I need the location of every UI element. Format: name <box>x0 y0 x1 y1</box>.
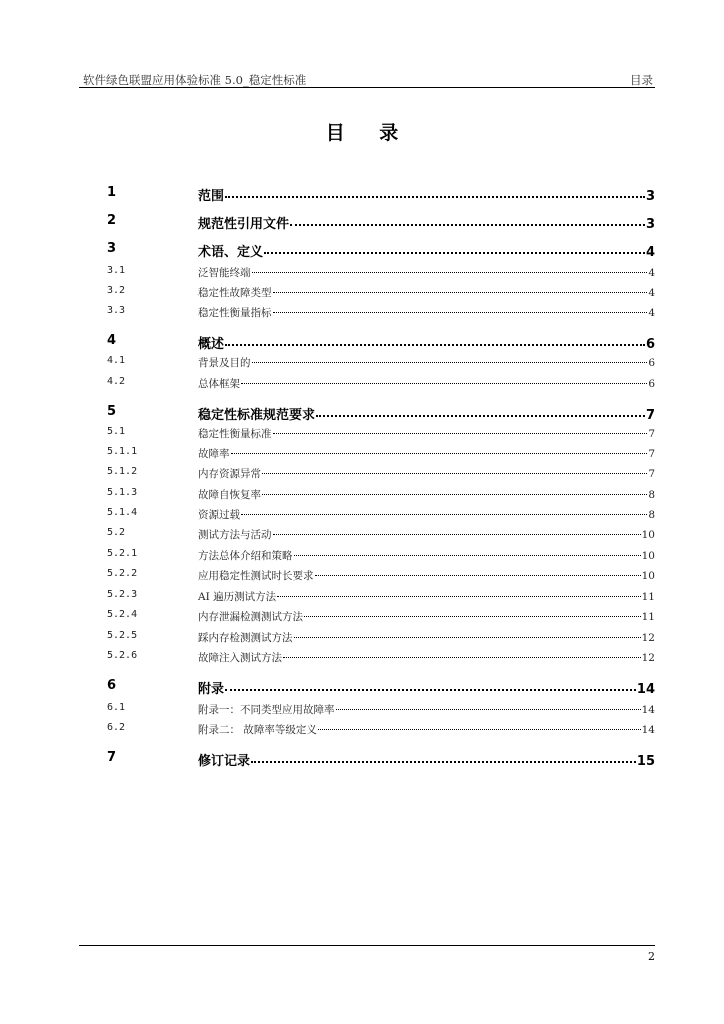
toc-entry-title: 故障自恢复率 <box>198 489 261 501</box>
toc-entry-line <box>198 678 655 697</box>
toc-entry-page: 7 <box>648 468 655 480</box>
toc-entry-line <box>198 650 655 665</box>
toc-entry-title: 测试方法与活动 <box>198 529 272 541</box>
toc-entry-number: 3 <box>107 241 117 256</box>
toc-entry-title: 概述 <box>198 337 225 352</box>
toc-dot-leader <box>273 312 648 313</box>
page-header <box>79 72 655 88</box>
toc-entry-number: 6.1 <box>107 702 126 713</box>
toc-entry-line <box>198 609 655 624</box>
toc-entry-number: 6 <box>107 678 117 693</box>
toc-entry-line <box>198 404 655 423</box>
page-title: 目 录 <box>325 122 413 144</box>
toc-entry[interactable] <box>0 466 724 484</box>
toc-entry-line <box>198 507 655 522</box>
toc-entry-page: 6 <box>645 337 655 352</box>
toc-entry-page: 8 <box>648 489 655 501</box>
toc-entry[interactable] <box>0 507 724 525</box>
toc-entry[interactable] <box>0 722 724 740</box>
toc-entry[interactable] <box>0 678 724 696</box>
toc-entry-line <box>198 285 655 300</box>
toc-entry-line <box>198 527 655 542</box>
toc-entry-line <box>198 333 655 352</box>
toc-entry-number: 4.2 <box>107 376 126 387</box>
toc-entry-title: 稳定性标准规范要求 <box>198 408 316 423</box>
toc-dot-leader <box>262 473 647 474</box>
toc-entry-number: 5.1.4 <box>107 507 138 518</box>
toc-entry-line <box>198 446 655 461</box>
toc-entry[interactable] <box>0 527 724 545</box>
toc-entry[interactable] <box>0 185 724 203</box>
toc-entry-title: 修订记录 <box>198 754 251 769</box>
toc-dot-leader <box>273 292 648 293</box>
toc-entry[interactable] <box>0 487 724 505</box>
toc-entry-title: 背景及目的 <box>198 357 251 369</box>
footer-rule <box>79 945 655 946</box>
toc-entry-page: 4 <box>648 307 655 319</box>
toc-entry-line <box>198 722 655 737</box>
toc-entry-title: 总体框架 <box>198 378 240 390</box>
toc-entry-page: 14 <box>636 682 655 697</box>
toc-entry-title: 附录二： 故障率等级定义 <box>198 724 317 736</box>
toc-entry[interactable] <box>0 568 724 586</box>
toc-entry-title: 方法总体介绍和策略 <box>198 550 293 562</box>
toc-dot-leader <box>225 689 636 691</box>
toc-entry-line <box>198 185 655 204</box>
toc-entry-page: 4 <box>648 287 655 299</box>
toc-dot-leader <box>336 709 641 710</box>
toc-entry-page: 12 <box>641 632 655 644</box>
toc-entry-page: 14 <box>641 724 655 736</box>
toc-entry[interactable] <box>0 589 724 607</box>
toc-dot-leader <box>277 596 641 597</box>
toc-entry-number: 5.2 <box>107 527 126 538</box>
toc-dot-leader <box>273 534 641 535</box>
toc-entry[interactable] <box>0 750 724 768</box>
toc-entry-title: 踩内存检测测试方法 <box>198 632 293 644</box>
toc-entry-number: 3.3 <box>107 305 126 316</box>
toc-entry-page: 7 <box>648 448 655 460</box>
toc-entry-number: 5.1 <box>107 426 126 437</box>
toc-entry[interactable] <box>0 265 724 283</box>
toc-entry[interactable] <box>0 305 724 323</box>
toc-dot-leader <box>262 494 647 495</box>
toc-dot-leader <box>225 196 645 198</box>
toc-entry-page: 12 <box>641 652 655 664</box>
toc-entry-title: AI 遍历测试方法 <box>198 591 277 603</box>
toc-entry-title: 范围 <box>198 189 225 204</box>
toc-dot-leader <box>304 616 641 617</box>
toc-entry-title: 稳定性故障类型 <box>198 287 272 299</box>
toc-entry[interactable] <box>0 241 724 259</box>
toc-entry-title: 稳定性衡量指标 <box>198 307 272 319</box>
toc-entry-page: 11 <box>641 611 655 623</box>
toc-entry[interactable] <box>0 213 724 231</box>
toc-entry-page: 4 <box>648 267 655 279</box>
toc-entry-line <box>198 568 655 583</box>
toc-dot-leader <box>290 224 645 226</box>
toc-entry-page: 4 <box>645 245 655 260</box>
toc-entry[interactable] <box>0 285 724 303</box>
toc-entry-number: 5.2.6 <box>107 650 138 661</box>
toc-entry[interactable] <box>0 548 724 566</box>
toc-entry-title: 稳定性衡量标准 <box>198 428 272 440</box>
toc-entry-title: 资源过载 <box>198 509 240 521</box>
toc-entry[interactable] <box>0 630 724 648</box>
toc-entry-line <box>198 750 655 769</box>
toc-entry-number: 5 <box>107 404 117 419</box>
toc-entry[interactable] <box>0 446 724 464</box>
toc-entry-title: 术语、定义 <box>198 245 264 260</box>
toc-entry-page: 11 <box>641 591 655 603</box>
toc-entry-line <box>198 630 655 645</box>
toc-entry-number: 5.2.3 <box>107 589 138 600</box>
toc-entry-title: 附录一：不同类型应用故障率 <box>198 704 335 716</box>
toc-entry-line <box>198 265 655 280</box>
toc-entry-number: 1 <box>107 185 117 200</box>
toc-entry-line <box>198 702 655 717</box>
toc-dot-leader <box>225 344 645 346</box>
toc-dot-leader <box>273 433 648 434</box>
toc-entry-title: 故障注入测试方法 <box>198 652 282 664</box>
toc-dot-leader <box>283 657 641 658</box>
toc-entry-line <box>198 241 655 260</box>
toc-entry-title: 应用稳定性测试时长要求 <box>198 570 314 582</box>
toc-entry-line <box>198 376 655 391</box>
toc-dot-leader <box>264 252 645 254</box>
toc-entry[interactable] <box>0 355 724 373</box>
header-rule <box>79 87 655 88</box>
toc-dot-leader <box>294 637 641 638</box>
toc-entry-line <box>198 487 655 502</box>
toc-entry-page: 14 <box>641 704 655 716</box>
header-section: 目录 <box>630 73 653 87</box>
toc-dot-leader <box>294 555 641 556</box>
toc-entry-page: 10 <box>641 529 655 541</box>
toc-entry[interactable] <box>0 404 724 422</box>
toc-entry-line <box>198 466 655 481</box>
toc-entry-page: 10 <box>641 550 655 562</box>
toc-entry-number: 6.2 <box>107 722 126 733</box>
toc-entry-number: 5.1.3 <box>107 487 138 498</box>
toc-entry-page: 10 <box>641 570 655 582</box>
toc-entry-page: 7 <box>645 408 655 423</box>
toc-entry-line <box>198 305 655 320</box>
toc-dot-leader <box>318 729 641 730</box>
toc-entry-title: 泛智能终端 <box>198 267 251 279</box>
toc-entry[interactable] <box>0 702 724 720</box>
toc-entry-page: 6 <box>648 378 655 390</box>
toc-entry-line <box>198 355 655 370</box>
toc-dot-leader <box>231 453 648 454</box>
toc-entry-page: 15 <box>636 754 655 769</box>
toc-entry-title: 规范性引用文件 <box>198 217 290 232</box>
toc-entry-line <box>198 426 655 441</box>
page-number: 2 <box>648 950 655 963</box>
toc-entry-page: 3 <box>645 189 655 204</box>
header-doc-title: 软件绿色联盟应用体验标准 5.0_稳定性标准 <box>83 73 307 87</box>
toc-entry[interactable] <box>0 650 724 668</box>
toc-dot-leader <box>315 575 641 576</box>
toc-dot-leader <box>241 514 647 515</box>
toc-entry-number: 5.2.2 <box>107 568 138 579</box>
toc-entry[interactable] <box>0 609 724 627</box>
toc-entry-number: 3.2 <box>107 285 126 296</box>
toc-dot-leader <box>251 761 636 763</box>
toc-entry-line <box>198 589 655 604</box>
toc-dot-leader <box>241 383 647 384</box>
toc-entry-number: 4 <box>107 333 117 348</box>
toc-dot-leader <box>316 415 645 417</box>
toc-entry-number: 2 <box>107 213 117 228</box>
toc-entry-number: 5.2.5 <box>107 630 138 641</box>
toc-entry-number: 4.1 <box>107 355 126 366</box>
toc-entry[interactable] <box>0 426 724 444</box>
toc-entry-number: 5.1.1 <box>107 446 138 457</box>
toc-entry[interactable] <box>0 376 724 394</box>
toc-dot-leader <box>252 362 648 363</box>
toc-entry-title: 附录 <box>198 682 225 697</box>
toc-entry-number: 5.2.1 <box>107 548 138 559</box>
toc-entry-line <box>198 548 655 563</box>
toc-entry-number: 5.2.4 <box>107 609 138 620</box>
toc-entry-title: 故障率 <box>198 448 230 460</box>
toc-entry-title: 内存资源异常 <box>198 468 261 480</box>
toc-entry[interactable] <box>0 333 724 351</box>
toc-entry-number: 3.1 <box>107 265 126 276</box>
toc-dot-leader <box>252 272 648 273</box>
toc-entry-page: 3 <box>645 217 655 232</box>
toc-entry-number: 5.1.2 <box>107 466 138 477</box>
toc-entry-title: 内存泄漏检测测试方法 <box>198 611 303 623</box>
toc-entry-number: 7 <box>107 750 117 765</box>
toc-entry-page: 6 <box>648 357 655 369</box>
toc-entry-line <box>198 213 655 232</box>
toc-entry-page: 8 <box>648 509 655 521</box>
toc-entry-page: 7 <box>648 428 655 440</box>
